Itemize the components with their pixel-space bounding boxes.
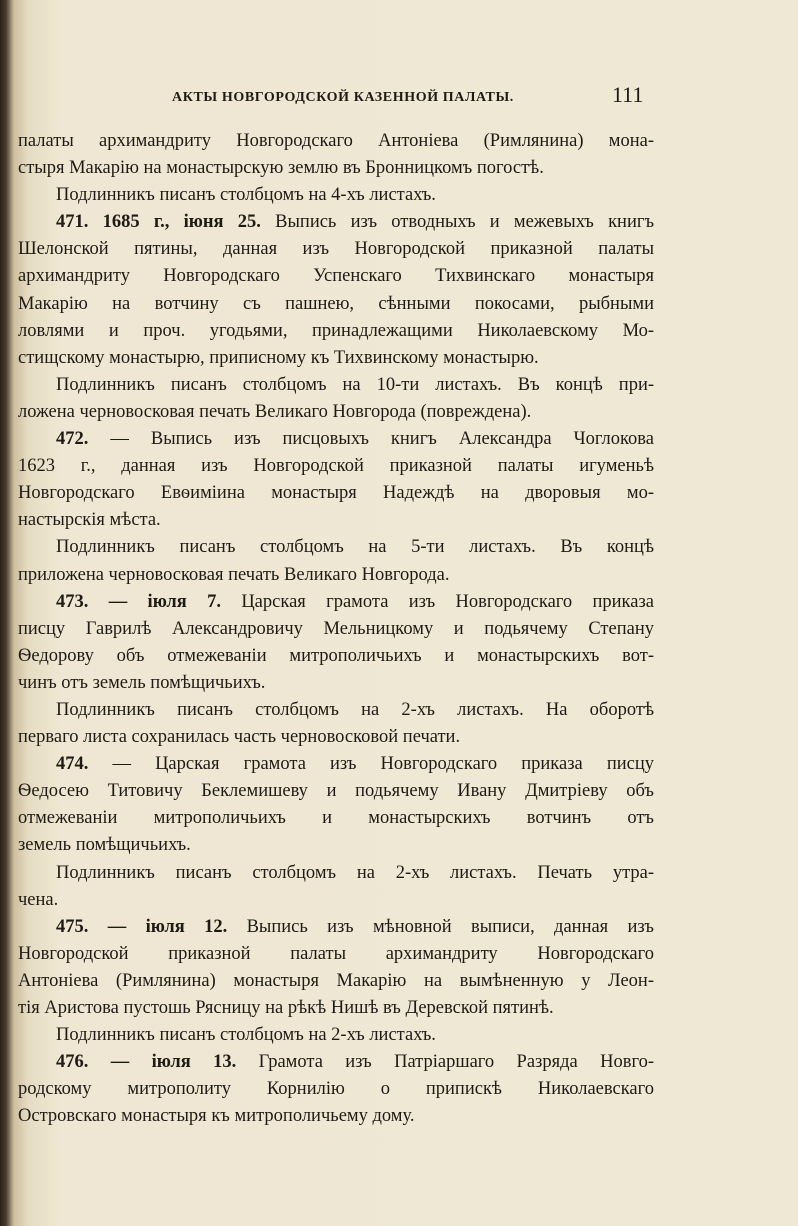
text-line: Подлинникъ писанъ столбцомъ на 2-хъ листахъ. Печать утра- bbox=[56, 862, 654, 883]
page-header bbox=[0, 84, 798, 114]
entry-471 bbox=[18, 209, 654, 372]
paragraph bbox=[18, 182, 654, 209]
paragraph bbox=[18, 128, 654, 182]
entry-heading: 475. — іюля 12. bbox=[56, 916, 228, 937]
text-line: приложена черновосковая печать Великаго Новгорода. bbox=[18, 564, 450, 585]
text-line: Царская грамота изъ Новгородскаго приказа bbox=[220, 591, 654, 612]
text-line: Выпись изъ мѣновной выписи, данная изъ bbox=[227, 916, 654, 937]
text-line: Подлинникъ писанъ столбцомъ на 2-хъ листахъ. На оборотѣ bbox=[56, 699, 654, 720]
text-line: ловлями и проч. угодьями, принадлежащими Николаевскому Мо- bbox=[18, 320, 654, 341]
text-line: Макарію на вотчину съ пашнею, сѣнными покосами, рыбными bbox=[18, 293, 654, 314]
text-line: архимандриту Новгородскаго Успенскаго Тихвинскаго монастыря bbox=[18, 266, 654, 287]
text-line: стыря Макарію на монастырскую землю въ Бронницкомъ погостѣ. bbox=[18, 158, 544, 179]
text-line: 1623 г., данная изъ Новгородской приказной палаты игуменьѣ bbox=[18, 456, 654, 477]
text-line: — Выпись изъ писцовыхъ книгъ Александра Чоглокова bbox=[88, 429, 654, 450]
text-line: перваго листа сохранилась часть черновосковой печати. bbox=[18, 727, 461, 748]
text-line: ложена черновосковая печать Великаго Новгорода (повреждена). bbox=[18, 401, 532, 422]
text-line: писцу Гаврилѣ Александровичу Мельницкому и подьячему Степану bbox=[18, 618, 654, 639]
text-line: Шелонской пятины, данная изъ Новгородской приказной палаты bbox=[18, 239, 654, 260]
text-line: чена. bbox=[18, 889, 59, 910]
entry-heading: 473. — іюля 7. bbox=[56, 591, 221, 612]
entry-476 bbox=[18, 1049, 654, 1130]
text-line: чинъ отъ земель помѣщичьихъ. bbox=[18, 672, 266, 693]
body-text bbox=[18, 128, 654, 1130]
entry-475 bbox=[18, 914, 654, 1022]
running-title: АКТЫ НОВГОРОДСКОЙ КАЗЕННОЙ ПАЛАТЫ. bbox=[172, 90, 514, 105]
paragraph bbox=[18, 1022, 654, 1049]
entry-heading: 472. bbox=[56, 429, 89, 450]
text-line: Подлинникъ писанъ столбцомъ на 5-ти листахъ. Въ концѣ bbox=[56, 537, 654, 558]
text-line: Новгородскаго Евѳиміина монастыря Надеждѣ на дворовыя мо- bbox=[18, 483, 654, 504]
text-line: — Царская грамота изъ Новгородскаго приказа писцу bbox=[88, 754, 654, 775]
text-line: Антоніева (Римлянина) монастыря Макарію на вымѣненную у Леон- bbox=[18, 970, 654, 991]
entry-472 bbox=[18, 426, 654, 534]
text-line: палаты архимандриту Новгородскаго Антоніева (Римлянина) мона- bbox=[18, 131, 654, 151]
page-number: 111 bbox=[612, 82, 644, 107]
text-line: земель помѣщичьихъ. bbox=[18, 835, 191, 856]
entry-heading: 474. bbox=[56, 754, 89, 775]
entry-473 bbox=[18, 589, 654, 697]
text-line: Подлинникъ писанъ столбцомъ на 4-хъ листахъ. bbox=[56, 185, 436, 206]
text-line: Ѳедосею Титовичу Беклемишеву и подьячему Ивану Дмитріеву объ bbox=[18, 781, 654, 802]
entry-474 bbox=[18, 751, 654, 859]
text-line: Ѳедорову объ отмежеваніи митрополичьихъ и монастырскихъ вот- bbox=[18, 645, 654, 666]
text-line: Новгородской приказной палаты архимандриту Новгородскаго bbox=[18, 943, 654, 964]
text-line: Подлинникъ писанъ столбцомъ на 2-хъ листахъ. bbox=[56, 1025, 436, 1046]
text-line: родскому митрополиту Корнилію о припискѣ Николаевскаго bbox=[18, 1079, 654, 1100]
text-line: Подлинникъ писанъ столбцомъ на 10-ти листахъ. Въ концѣ при- bbox=[56, 374, 654, 395]
paragraph bbox=[18, 860, 654, 914]
text-line: Островскаго монастыря къ митрополичьему дому. bbox=[18, 1106, 415, 1127]
text-line: Выпись изъ отводныхъ и межевыхъ книгъ bbox=[260, 212, 655, 233]
text-line: тія Аристова пустошь Рясницу на рѣкѣ Нишѣ въ Деревской пятинѣ. bbox=[18, 998, 554, 1018]
paragraph bbox=[18, 372, 654, 426]
paragraph bbox=[18, 534, 654, 588]
text-line: Грамота изъ Патріаршаго Разряда Новго- bbox=[236, 1052, 654, 1073]
text-line: отмежеваніи митрополичьихъ и монастырскихъ вотчинъ отъ bbox=[18, 808, 654, 829]
entry-heading: 476. — іюля 13. bbox=[56, 1052, 237, 1073]
text-line: стищскому монастырю, приписному къ Тихвинскому монастырю. bbox=[18, 347, 539, 368]
paragraph bbox=[18, 697, 654, 751]
entry-heading: 471. 1685 г., іюня 25. bbox=[56, 212, 261, 233]
text-line: настырскія мѣста. bbox=[18, 510, 161, 531]
